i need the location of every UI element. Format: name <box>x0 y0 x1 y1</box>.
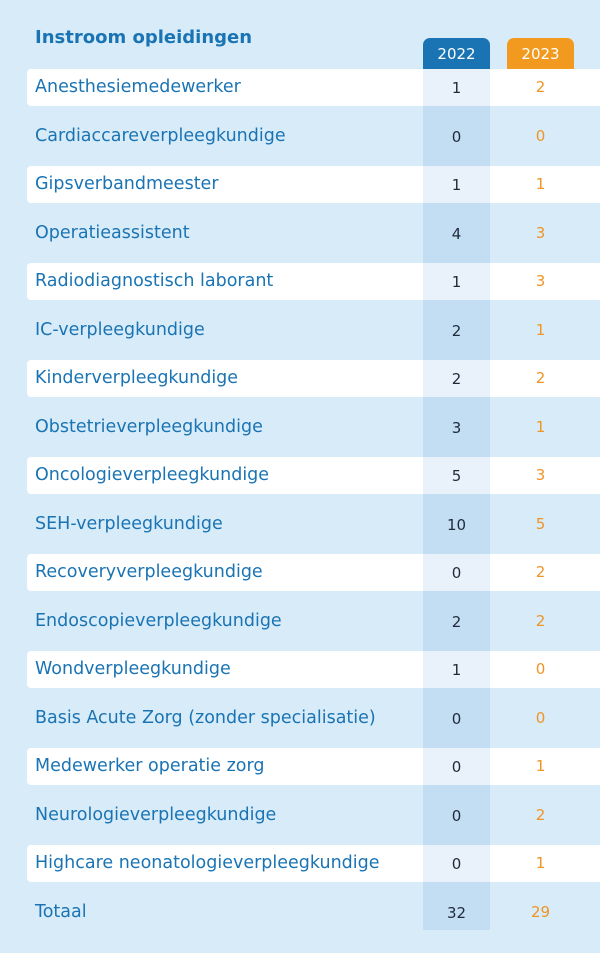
row-label: Radiodiagnostisch laborant <box>35 271 274 291</box>
value-2022: 0 <box>451 806 462 825</box>
value-2022: 0 <box>451 758 462 776</box>
value-2023: 3 <box>535 223 546 242</box>
table-row <box>27 506 600 543</box>
table-row <box>27 215 600 252</box>
value-2022: 0 <box>451 564 462 582</box>
value-2022: 10 <box>446 515 467 534</box>
value-2023: 0 <box>535 708 546 727</box>
table-title: Instroom opleidingen <box>35 27 253 48</box>
value-2023: 3 <box>535 466 546 484</box>
value-2022: 4 <box>451 224 462 243</box>
value-2022: 3 <box>451 418 462 437</box>
table-row <box>27 748 600 785</box>
total-label: Totaal <box>35 901 87 922</box>
value-2022: 5 <box>451 467 462 485</box>
column-header-2022: 2022 <box>423 38 490 70</box>
table-row <box>27 457 600 494</box>
value-2023: 1 <box>535 320 546 339</box>
table-row <box>27 118 600 155</box>
value-2022: 1 <box>451 273 462 291</box>
table-row <box>27 700 600 737</box>
value-2023: 2 <box>535 369 546 387</box>
table-row <box>27 797 600 834</box>
value-2023: 2 <box>535 78 546 96</box>
value-2023: 1 <box>535 175 546 193</box>
value-2022: 2 <box>451 321 462 340</box>
value-2023: 2 <box>535 611 546 630</box>
value-2022: 1 <box>451 176 462 194</box>
row-label: Basis Acute Zorg (zonder specialisatie) <box>35 707 376 728</box>
table-row <box>27 651 600 688</box>
value-2023: 1 <box>535 854 546 872</box>
value-2022: 32 <box>446 903 467 922</box>
row-label: Obstetrieverpleegkundige <box>35 416 263 437</box>
value-2023: 5 <box>535 514 546 533</box>
table-row <box>27 409 600 446</box>
row-label: Wondverpleegkundige <box>35 659 231 679</box>
row-label: Recoveryverpleegkundige <box>35 562 263 582</box>
value-2022: 1 <box>451 661 462 679</box>
total-row <box>27 894 600 931</box>
value-2022: 2 <box>451 370 462 388</box>
table-row <box>27 360 600 397</box>
row-label: Kinderverpleegkundige <box>35 368 239 388</box>
table-row <box>27 166 600 203</box>
row-label: IC-verpleegkundige <box>35 319 205 340</box>
table-row <box>27 312 600 349</box>
column-header-2023: 2023 <box>507 38 574 70</box>
value-2023: 3 <box>535 272 546 290</box>
row-label: Gipsverbandmeester <box>35 174 219 194</box>
table-row <box>27 263 600 300</box>
row-label: Anesthesiemedewerker <box>35 77 241 97</box>
value-2022: 2 <box>451 612 462 631</box>
table-row <box>27 603 600 640</box>
table-row <box>27 69 600 106</box>
value-2023: 1 <box>535 417 546 436</box>
table-row <box>27 845 600 882</box>
value-2023: 0 <box>535 126 546 145</box>
row-label: Cardiaccareverpleegkundige <box>35 125 286 146</box>
row-label: Highcare neonatologieverpleegkundige <box>35 853 380 873</box>
value-2022: 0 <box>451 855 462 873</box>
row-label: Oncologieverpleegkundige <box>35 465 270 485</box>
row-label: SEH-verpleegkundige <box>35 513 223 534</box>
value-2023: 2 <box>535 805 546 824</box>
value-2023: 29 <box>530 902 551 921</box>
value-2023: 2 <box>535 563 546 581</box>
row-label: Neurologieverpleegkundige <box>35 804 277 825</box>
row-label: Medewerker operatie zorg <box>35 756 265 776</box>
row-label: Endoscopieverpleegkundige <box>35 610 282 631</box>
value-2022: 0 <box>451 709 462 728</box>
value-2022: 0 <box>451 127 462 146</box>
table-row <box>27 554 600 591</box>
row-label: Operatieassistent <box>35 222 190 243</box>
value-2023: 0 <box>535 660 546 678</box>
value-2022: 1 <box>451 79 462 97</box>
value-2023: 1 <box>535 757 546 775</box>
